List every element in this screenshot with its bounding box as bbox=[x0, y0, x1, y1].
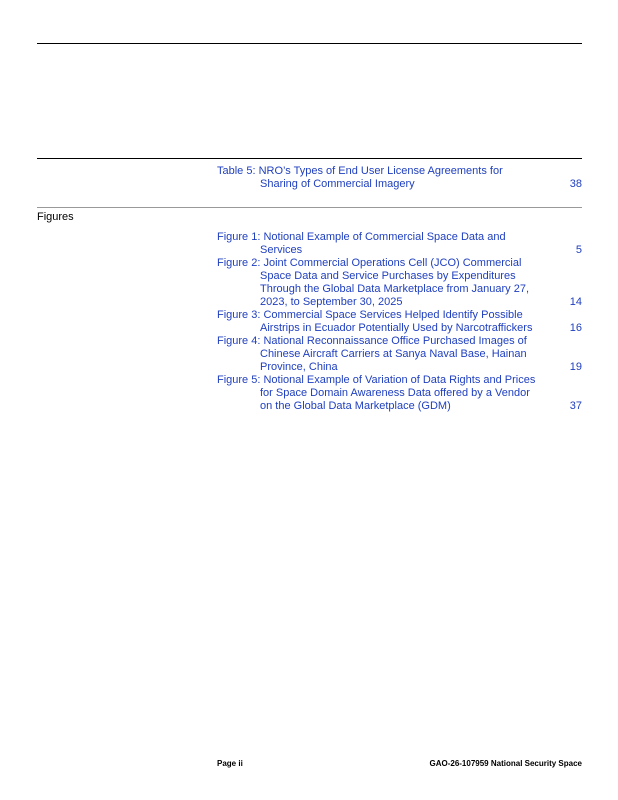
page-number: 38 bbox=[569, 178, 582, 190]
entry-line: on the Global Data Marketplace (GDM) bbox=[260, 400, 451, 412]
entry-line: Chinese Aircraft Carriers at Sanya Naval Base, Hainan bbox=[260, 348, 527, 360]
entry-line: Table 5: NRO’s Types of End User License Agreements for bbox=[217, 165, 503, 177]
entry-line: Province, China bbox=[260, 361, 338, 373]
top-rule bbox=[37, 43, 582, 44]
entry-line: for Space Domain Awareness Data offered by a Vendor bbox=[260, 387, 530, 399]
entry-line: Figure 1: Notional Example of Commercial Space Data and bbox=[217, 231, 506, 243]
page-number: 16 bbox=[569, 322, 582, 334]
page-number: 19 bbox=[569, 361, 582, 373]
toc-entry-figure-5[interactable] bbox=[217, 374, 582, 413]
entry-line: Services bbox=[260, 244, 303, 256]
entry-line: Figure 5: Notional Example of Variation of Data Rights and Prices bbox=[217, 374, 536, 386]
toc-entry-figure-2[interactable] bbox=[217, 257, 582, 309]
entry-line: Figure 2: Joint Commercial Operations Cell (JCO) Commercial bbox=[217, 257, 522, 269]
section-rule bbox=[37, 158, 582, 159]
footer-report-id: GAO-26-107959 National Security Space bbox=[429, 759, 582, 768]
toc-entry-figure-3[interactable] bbox=[217, 309, 582, 335]
entry-line: Space Data and Service Purchases by Expenditures bbox=[260, 270, 516, 282]
toc-entry-figure-4[interactable] bbox=[217, 335, 582, 374]
entry-line: Sharing of Commercial Imagery bbox=[260, 178, 415, 190]
entry-line: Figure 3: Commercial Space Services Helped Identify Possible bbox=[217, 309, 523, 321]
figures-heading: Figures bbox=[37, 211, 74, 223]
footer-page-label: Page ii bbox=[217, 759, 243, 768]
toc-entry-table-5[interactable] bbox=[217, 165, 582, 191]
entry-line: Airstrips in Ecuador Potentially Used by Narcotraffickers bbox=[260, 322, 533, 334]
page-number: 14 bbox=[569, 296, 582, 308]
entry-line: Figure 4: National Reconnaissance Office Purchased Images of bbox=[217, 335, 527, 347]
toc-entry-figure-1[interactable] bbox=[217, 231, 582, 257]
entry-line: Through the Global Data Marketplace from January 27, bbox=[260, 283, 530, 295]
page-number: 5 bbox=[575, 244, 582, 256]
entry-line: 2023, to September 30, 2025 bbox=[260, 296, 403, 308]
page-number: 37 bbox=[569, 400, 582, 412]
section-divider bbox=[37, 207, 582, 208]
